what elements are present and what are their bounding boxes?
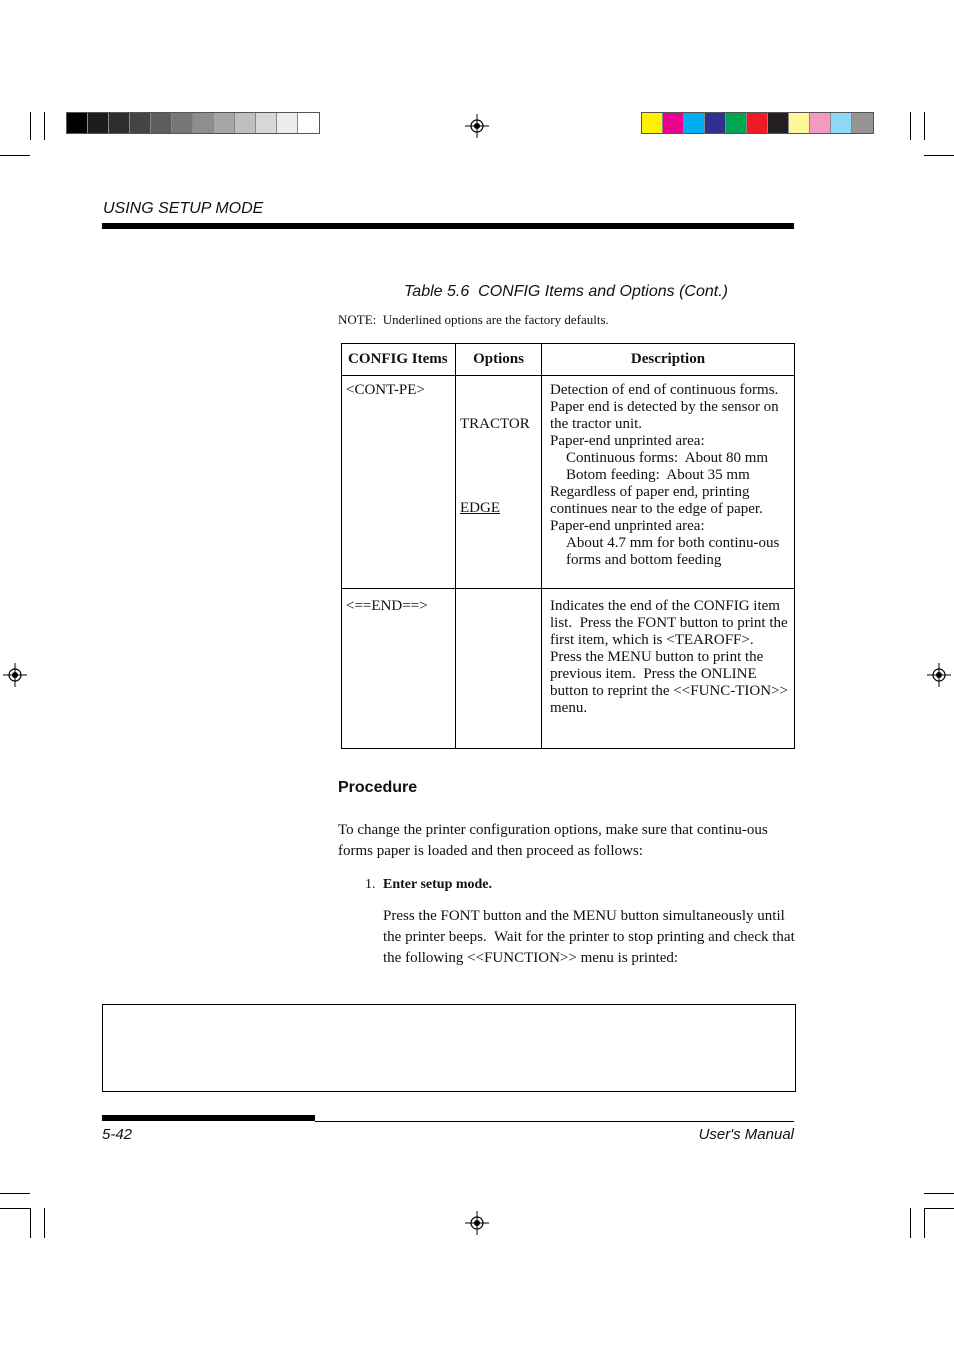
calibration-swatch <box>747 113 768 133</box>
footer-rule-thin <box>315 1121 794 1122</box>
calibration-swatch <box>852 113 873 133</box>
config-item-name: <==END==> <box>346 598 428 614</box>
manual-title: User's Manual <box>698 1126 794 1143</box>
description-line: Botom feeding: About 35 mm <box>566 467 750 483</box>
gray-calibration-strip <box>66 112 320 134</box>
calibration-swatch <box>663 113 684 133</box>
calibration-swatch <box>684 113 705 133</box>
calibration-swatch <box>151 113 172 133</box>
description-cell <box>542 589 795 749</box>
procedure-intro: To change the printer configuration options, make sure that continu-ous forms paper is loaded and then proceed as follows: <box>338 822 768 859</box>
calibration-swatch <box>277 113 298 133</box>
footer-rule-thick <box>102 1115 315 1121</box>
option-edge-default: EDGE <box>460 500 500 516</box>
page-number: 5-42 <box>102 1126 133 1143</box>
table-note: NOTE: Underlined options are the factory defaults. <box>338 312 609 327</box>
printed-output-box <box>102 1004 796 1092</box>
procedure-heading: Procedure <box>338 779 418 796</box>
calibration-swatch <box>235 113 256 133</box>
calibration-swatch <box>831 113 852 133</box>
description-line: Press the MENU button to print the previous item. Press the ONLINE button to reprint the <<FUNC-TION>> menu. <box>550 649 792 716</box>
column-header-description: Description <box>542 344 795 376</box>
registration-target-icon <box>465 1211 489 1235</box>
calibration-swatch <box>298 113 319 133</box>
description-line: Continuous forms: About 80 mm <box>566 450 769 466</box>
calibration-swatch <box>130 113 151 133</box>
calibration-swatch <box>172 113 193 133</box>
step-1-heading <box>365 877 492 893</box>
description-line: Paper-end unprinted area: <box>550 518 705 534</box>
description-line: Indicates the end of the CONFIG item list. Press the FONT button to print the first item, which is <TEAROFF>. <box>550 598 792 648</box>
description-line: About 4.7 mm for both continu-ous forms and bottom feeding <box>566 535 780 568</box>
description-line: Paper end is detected by the sensor on the tractor unit. <box>550 399 779 432</box>
calibration-swatch <box>789 113 810 133</box>
calibration-swatch <box>705 113 726 133</box>
header-rule <box>102 223 794 229</box>
calibration-swatch <box>256 113 277 133</box>
table-header-row <box>342 344 795 376</box>
options-cell <box>456 376 542 589</box>
step-1-body: Press the FONT button and the MENU button simultaneously until the printer beeps. Wait for the printer to stop printing and check that the following <<FUNCTION>> menu is printed: <box>383 908 799 966</box>
description-line: Detection of end of continuous forms. <box>550 382 779 398</box>
calibration-swatch <box>193 113 214 133</box>
description-line: Paper-end unprinted area: <box>550 433 705 449</box>
column-header-options: Options <box>456 344 542 376</box>
registration-target-icon <box>927 663 951 687</box>
calibration-swatch <box>214 113 235 133</box>
options-cell <box>456 589 542 749</box>
calibration-swatch <box>810 113 831 133</box>
step-title: Enter setup mode. <box>383 877 493 892</box>
config-item-name: <CONT-PE> <box>346 382 425 398</box>
option-tractor: TRACTOR <box>460 416 530 432</box>
table-row <box>342 589 795 749</box>
description-cell <box>542 376 795 589</box>
calibration-swatch <box>109 113 130 133</box>
registration-target-icon <box>3 663 27 687</box>
table-row <box>342 376 795 589</box>
column-header-config-items: CONFIG Items <box>342 344 456 376</box>
step-number: 1. <box>365 877 376 892</box>
calibration-swatch <box>726 113 747 133</box>
description-line: Regardless of paper end, printing continues near to the edge of paper. <box>550 484 763 517</box>
registration-target-icon <box>465 114 489 138</box>
config-item-cell <box>342 589 456 749</box>
table-caption: Table 5.6 CONFIG Items and Options (Cont.) <box>404 283 728 300</box>
calibration-swatch <box>642 113 663 133</box>
calibration-swatch <box>67 113 88 133</box>
running-header: USING SETUP MODE <box>103 200 264 217</box>
config-item-cell <box>342 376 456 589</box>
calibration-swatch <box>768 113 789 133</box>
config-items-table <box>341 343 795 749</box>
color-calibration-strip <box>641 112 874 134</box>
calibration-swatch <box>88 113 109 133</box>
